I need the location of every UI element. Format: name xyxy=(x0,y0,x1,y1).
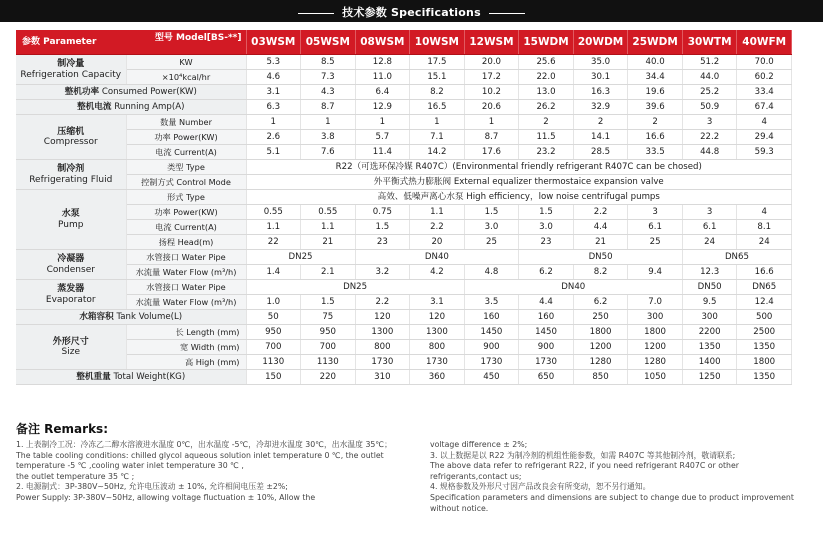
value-cell: 3 xyxy=(682,115,737,130)
value-cell: 22.0 xyxy=(519,70,574,85)
wide-value: R22（可选环保冷媒 R407C）(Environmental friendly refrigerant R407C can be chosed) xyxy=(246,160,792,175)
value-cell: 4.4 xyxy=(573,220,628,235)
value-cell: 650 xyxy=(519,370,574,385)
value-cell: 22.2 xyxy=(682,130,737,145)
pipe-size: DN25 xyxy=(246,250,355,265)
value-cell: 1 xyxy=(301,115,356,130)
header-parameter: 参数 Parameter xyxy=(22,37,97,47)
value-cell: 19.6 xyxy=(628,85,683,100)
value-cell: 120 xyxy=(410,310,465,325)
value-cell: 14.1 xyxy=(573,130,628,145)
value-cell: 3.1 xyxy=(410,295,465,310)
value-cell: 29.4 xyxy=(737,130,792,145)
condenser-group-cn: 冷凝器 xyxy=(57,254,85,264)
pump-group-cn: 水泵 xyxy=(61,209,80,219)
compressor-number-row xyxy=(16,115,792,130)
value-cell: 44.0 xyxy=(682,70,737,85)
value-cell: 3.2 xyxy=(355,265,410,280)
model-header: 05WSM xyxy=(301,30,356,55)
value-cell: 9.5 xyxy=(682,295,737,310)
evaporator-group-en: Evaporator xyxy=(45,294,96,305)
value-cell: 360 xyxy=(410,370,465,385)
value-cell: 17.5 xyxy=(410,55,465,70)
value-cell: 6.2 xyxy=(573,295,628,310)
power-row-label xyxy=(16,85,246,100)
value-cell: 8.7 xyxy=(464,130,519,145)
value-cell: 25.2 xyxy=(682,85,737,100)
model-header: 12WSM xyxy=(464,30,519,55)
value-cell: 2200 xyxy=(682,325,737,340)
value-cell: 3.0 xyxy=(519,220,574,235)
value-cell: 4.3 xyxy=(301,85,356,100)
row-label: 水管接口 Water Pipe xyxy=(126,280,246,295)
value-cell: 5.3 xyxy=(246,55,301,70)
refrigerant-type-row xyxy=(16,160,792,175)
compressor-group-cn: 压缩机 xyxy=(57,126,85,137)
value-cell: 120 xyxy=(355,310,410,325)
header-row xyxy=(16,30,792,55)
value-cell: 22 xyxy=(246,235,301,250)
value-cell: 32.9 xyxy=(573,100,628,115)
value-cell: 1.5 xyxy=(301,295,356,310)
value-cell: 4.8 xyxy=(464,265,519,280)
pump-current-row xyxy=(16,220,792,235)
pipe-size: DN65 xyxy=(682,250,791,265)
value-cell: 950 xyxy=(301,325,356,340)
model-header: 08WSM xyxy=(355,30,410,55)
value-cell: 39.6 xyxy=(628,100,683,115)
cooling-group-cn: 制冷量 xyxy=(57,59,85,69)
value-cell: 7.0 xyxy=(628,295,683,310)
value-cell: 17.2 xyxy=(464,70,519,85)
value-cell: 10.2 xyxy=(464,85,519,100)
value-cell: 900 xyxy=(519,340,574,355)
value-cell: 20.0 xyxy=(464,55,519,70)
value-cell: 1 xyxy=(355,115,410,130)
value-cell: 17.6 xyxy=(464,145,519,160)
remark-line: the outlet temperature 35 ℃ ; xyxy=(16,471,135,481)
pump-power-row xyxy=(16,205,792,220)
row-label: 水流量 Water Flow (m³/h) xyxy=(126,265,246,280)
current-row-label-en: Running Amp(A) xyxy=(114,102,185,112)
current-row-label xyxy=(16,100,246,115)
model-header: 25WDM xyxy=(628,30,683,55)
spec-table xyxy=(16,30,792,385)
value-cell: 1800 xyxy=(628,325,683,340)
value-cell: 40.0 xyxy=(628,55,683,70)
value-cell: 1200 xyxy=(628,340,683,355)
compressor-power-row xyxy=(16,130,792,145)
row-label: 水管接口 Water Pipe xyxy=(126,250,246,265)
condenser-pipe-row xyxy=(16,250,792,265)
value-cell: 6.3 xyxy=(246,100,301,115)
remark-line: 3. 以上数据是以 R22 为制冷剂的机组性能参数，如需 R407C 等其他制冷剂，敬请联系; xyxy=(430,450,736,460)
model-header: 10WSM xyxy=(410,30,465,55)
value-cell: 1 xyxy=(464,115,519,130)
tank-row xyxy=(16,310,792,325)
power-row xyxy=(16,85,792,100)
value-cell: 6.4 xyxy=(355,85,410,100)
value-cell: 3 xyxy=(682,205,737,220)
value-cell: 24 xyxy=(682,235,737,250)
value-cell: 9.4 xyxy=(628,265,683,280)
value-cell: 70.0 xyxy=(737,55,792,70)
remarks-title: 备注 Remarks: xyxy=(16,422,108,436)
pipe-size: DN50 xyxy=(519,250,683,265)
banner-rule-left xyxy=(298,13,334,14)
value-cell: 1280 xyxy=(573,355,628,370)
row-label: 功率 Power(KW) xyxy=(126,130,246,145)
value-cell: 1730 xyxy=(519,355,574,370)
value-cell: 1.5 xyxy=(519,205,574,220)
value-cell: 1.0 xyxy=(246,295,301,310)
remark-line: voltage difference ± 2%; xyxy=(430,440,528,449)
value-cell: 3.1 xyxy=(246,85,301,100)
refrigerant-group xyxy=(16,160,126,190)
value-cell: 5.1 xyxy=(246,145,301,160)
value-cell: 15.1 xyxy=(410,70,465,85)
value-cell: 12.4 xyxy=(737,295,792,310)
value-cell: 700 xyxy=(301,340,356,355)
value-cell: 220 xyxy=(301,370,356,385)
value-cell: 4 xyxy=(737,205,792,220)
value-cell: 3 xyxy=(628,205,683,220)
value-cell: 2 xyxy=(573,115,628,130)
row-label: 电流 Current(A) xyxy=(126,220,246,235)
top-banner xyxy=(0,0,823,22)
value-cell: 1400 xyxy=(682,355,737,370)
condenser-flow-row xyxy=(16,265,792,280)
pump-group xyxy=(16,190,126,250)
value-cell: 1300 xyxy=(355,325,410,340)
value-cell: 1.5 xyxy=(355,220,410,235)
banner-text: 技术参数 Specifications xyxy=(342,6,481,19)
value-cell: 450 xyxy=(464,370,519,385)
value-cell: 0.55 xyxy=(301,205,356,220)
remarks-left-column xyxy=(16,440,396,504)
value-cell: 14.2 xyxy=(410,145,465,160)
value-cell: 1730 xyxy=(410,355,465,370)
value-cell: 5.7 xyxy=(355,130,410,145)
value-cell: 28.5 xyxy=(573,145,628,160)
size-high-row xyxy=(16,355,792,370)
size-group xyxy=(16,325,126,370)
value-cell: 2.1 xyxy=(301,265,356,280)
banner-title xyxy=(0,4,823,20)
row-label: 电流 Current(A) xyxy=(126,145,246,160)
value-cell: 3.5 xyxy=(464,295,519,310)
header-corner xyxy=(16,30,246,55)
remark-line: 1. 上表制冷工况：冷冻乙二醇水溶液进水温度 0℃，出水温度 -5℃，冷却进水温度 30℃，出水温度 35℃； xyxy=(16,440,392,449)
value-cell: 950 xyxy=(246,325,301,340)
value-cell: 1.5 xyxy=(464,205,519,220)
refrigerant-group-cn: 制冷剂 xyxy=(57,164,85,174)
value-cell: 8.1 xyxy=(737,220,792,235)
row-label: 宽 Width (mm) xyxy=(126,340,246,355)
model-header: 30WTM xyxy=(682,30,737,55)
value-cell: 1050 xyxy=(628,370,683,385)
value-cell: 800 xyxy=(355,340,410,355)
value-cell: 800 xyxy=(410,340,465,355)
pipe-size: DN25 xyxy=(246,280,464,295)
evaporator-pipe-row xyxy=(16,280,792,295)
value-cell: 2500 xyxy=(737,325,792,340)
value-cell: 11.0 xyxy=(355,70,410,85)
value-cell: 44.8 xyxy=(682,145,737,160)
value-cell: 33.4 xyxy=(737,85,792,100)
pump-type-row xyxy=(16,190,792,205)
value-cell: 8.2 xyxy=(410,85,465,100)
value-cell: 13.0 xyxy=(519,85,574,100)
value-cell: 1730 xyxy=(355,355,410,370)
value-cell: 6.2 xyxy=(519,265,574,280)
weight-row-label-cn: 整机重量 xyxy=(76,372,111,382)
value-cell: 16.3 xyxy=(573,85,628,100)
value-cell: 12.3 xyxy=(682,265,737,280)
value-cell: 8.7 xyxy=(301,100,356,115)
value-cell: 4 xyxy=(737,115,792,130)
row-label: 长 Length (mm) xyxy=(126,325,246,340)
header-model: 型号 Model[BS-**] xyxy=(154,33,242,43)
compressor-current-row xyxy=(16,145,792,160)
value-cell: 2 xyxy=(628,115,683,130)
value-cell: 0.55 xyxy=(246,205,301,220)
row-label: ×10⁴kcal/hr xyxy=(126,70,246,85)
value-cell: 12.9 xyxy=(355,100,410,115)
remark-line: 4. 规格参数及外形尺寸因产品改良会有所变动，恕不另行通知。 xyxy=(430,482,651,492)
wide-value: 外平衡式热力膨胀阀 External equalizer thermostaice expansion valve xyxy=(246,175,792,190)
value-cell: 20 xyxy=(410,235,465,250)
value-cell: 23 xyxy=(355,235,410,250)
row-label: 数量 Number xyxy=(126,115,246,130)
value-cell: 2.6 xyxy=(246,130,301,145)
value-cell: 1.1 xyxy=(410,205,465,220)
value-cell: 50.9 xyxy=(682,100,737,115)
value-cell: 6.1 xyxy=(628,220,683,235)
pipe-size: DN50 xyxy=(682,280,737,295)
row-label: 扬程 Head(m) xyxy=(126,235,246,250)
value-cell: 7.3 xyxy=(301,70,356,85)
cooling-group xyxy=(16,55,126,85)
value-cell: 8.5 xyxy=(301,55,356,70)
value-cell: 21 xyxy=(573,235,628,250)
value-cell: 1280 xyxy=(628,355,683,370)
value-cell: 26.2 xyxy=(519,100,574,115)
refrigerant-control-row xyxy=(16,175,792,190)
value-cell: 1350 xyxy=(682,340,737,355)
banner-rule-right xyxy=(489,13,525,14)
remarks-right-column xyxy=(430,440,806,514)
value-cell: 500 xyxy=(737,310,792,325)
power-row-label-en: Consumed Power(KW) xyxy=(101,87,197,97)
condenser-group xyxy=(16,250,126,280)
value-cell: 16.6 xyxy=(737,265,792,280)
value-cell: 34.4 xyxy=(628,70,683,85)
cooling-kcal-row xyxy=(16,70,792,85)
weight-row xyxy=(16,370,792,385)
value-cell: 1450 xyxy=(464,325,519,340)
value-cell: 60.2 xyxy=(737,70,792,85)
remarks-section xyxy=(16,420,806,538)
compressor-group-en: Compressor xyxy=(43,137,98,147)
remark-line: Power Supply: 3P-380V~50Hz, allowing voltage fluctuation ± 10%, Allow the xyxy=(16,492,316,502)
tank-row-label xyxy=(16,310,246,325)
value-cell: 30.1 xyxy=(573,70,628,85)
row-label: 高 High (mm) xyxy=(126,355,246,370)
remark-line: The table cooling conditions: chilled glycol aqueous solution inlet temperature 0 ℃, the outlet temperature -5 ℃ ,cooling water inlet temperature 30 ℃ , xyxy=(16,450,384,471)
value-cell: 25.6 xyxy=(519,55,574,70)
value-cell: 1200 xyxy=(573,340,628,355)
size-width-row xyxy=(16,340,792,355)
value-cell: 1.1 xyxy=(301,220,356,235)
cooling-kw-row xyxy=(16,55,792,70)
value-cell: 250 xyxy=(573,310,628,325)
value-cell: 1.1 xyxy=(246,220,301,235)
value-cell: 51.2 xyxy=(682,55,737,70)
weight-row-label-en: Total Weight(KG) xyxy=(113,372,186,382)
value-cell: 21 xyxy=(301,235,356,250)
value-cell: 12.8 xyxy=(355,55,410,70)
pipe-size: DN65 xyxy=(737,280,792,295)
value-cell: 24 xyxy=(737,235,792,250)
refrigerant-group-en: Refrigerating Fluid xyxy=(29,174,113,185)
value-cell: 300 xyxy=(682,310,737,325)
value-cell: 1730 xyxy=(464,355,519,370)
value-cell: 2.2 xyxy=(573,205,628,220)
wide-value: 高效、低噪声离心水泵 High efficiency，low noise centrifugal pumps xyxy=(246,190,792,205)
value-cell: 1250 xyxy=(682,370,737,385)
value-cell: 67.4 xyxy=(737,100,792,115)
value-cell: 3.0 xyxy=(464,220,519,235)
current-row xyxy=(16,100,792,115)
value-cell: 59.3 xyxy=(737,145,792,160)
value-cell: 700 xyxy=(246,340,301,355)
evaporator-group xyxy=(16,280,126,310)
value-cell: 23.2 xyxy=(519,145,574,160)
value-cell: 300 xyxy=(628,310,683,325)
value-cell: 2.2 xyxy=(410,220,465,235)
value-cell: 1 xyxy=(246,115,301,130)
value-cell: 1350 xyxy=(737,340,792,355)
power-row-label-cn: 整机功率 xyxy=(64,87,100,97)
value-cell: 3.8 xyxy=(301,130,356,145)
value-cell: 160 xyxy=(464,310,519,325)
value-cell: 35.0 xyxy=(573,55,628,70)
value-cell: 850 xyxy=(573,370,628,385)
value-cell: 11.5 xyxy=(519,130,574,145)
remark-line: 2. 电源制式：3P-380V~50Hz, 允许电压波动 ± 10%, 允许相间电压差 ±2%; xyxy=(16,482,288,492)
value-cell: 6.1 xyxy=(682,220,737,235)
value-cell: 2 xyxy=(519,115,574,130)
value-cell: 16.6 xyxy=(628,130,683,145)
value-cell: 1800 xyxy=(573,325,628,340)
condenser-group-en: Condenser xyxy=(46,264,95,275)
size-group-cn: 外形尺寸 xyxy=(52,336,89,347)
current-row-label-cn: 整机电流 xyxy=(77,102,112,112)
row-label: 形式 Type xyxy=(126,190,246,205)
pump-group-en: Pump xyxy=(58,219,84,230)
model-header: 20WDM xyxy=(573,30,628,55)
row-label: 功率 Power(KW) xyxy=(126,205,246,220)
pipe-size: DN40 xyxy=(355,250,519,265)
row-label: KW xyxy=(126,55,246,70)
row-label: 控制方式 Control Mode xyxy=(126,175,246,190)
value-cell: 1130 xyxy=(246,355,301,370)
value-cell: 23 xyxy=(519,235,574,250)
remark-line: The above data refer to refrigerant R22, if you need refrigerant R407C or other refrigerants,contact us; xyxy=(430,461,739,481)
value-cell: 75 xyxy=(301,310,356,325)
value-cell: 1130 xyxy=(301,355,356,370)
row-label: 类型 Type xyxy=(126,160,246,175)
value-cell: 900 xyxy=(464,340,519,355)
value-cell: 4.4 xyxy=(519,295,574,310)
cooling-group-en: Refrigeration Capacity xyxy=(20,69,122,80)
value-cell: 1350 xyxy=(737,370,792,385)
value-cell: 16.5 xyxy=(410,100,465,115)
value-cell: 1 xyxy=(410,115,465,130)
tank-row-label-cn: 水箱容积 xyxy=(79,312,114,322)
value-cell: 4.6 xyxy=(246,70,301,85)
value-cell: 25 xyxy=(628,235,683,250)
value-cell: 0.75 xyxy=(355,205,410,220)
value-cell: 1450 xyxy=(519,325,574,340)
spec-body xyxy=(16,55,792,385)
value-cell: 20.6 xyxy=(464,100,519,115)
remark-line: Specification parameters and dimensions are subject to change due to product improvement without notice. xyxy=(430,492,794,513)
value-cell: 4.2 xyxy=(410,265,465,280)
pump-head-row xyxy=(16,235,792,250)
size-length-row xyxy=(16,325,792,340)
value-cell: 11.4 xyxy=(355,145,410,160)
model-header: 15WDM xyxy=(519,30,574,55)
value-cell: 2.2 xyxy=(355,295,410,310)
value-cell: 50 xyxy=(246,310,301,325)
value-cell: 33.5 xyxy=(628,145,683,160)
value-cell: 1300 xyxy=(410,325,465,340)
weight-row-label xyxy=(16,370,246,385)
value-cell: 7.6 xyxy=(301,145,356,160)
row-label: 水流量 Water Flow (m³/h) xyxy=(126,295,246,310)
evaporator-flow-row xyxy=(16,295,792,310)
value-cell: 7.1 xyxy=(410,130,465,145)
value-cell: 8.2 xyxy=(573,265,628,280)
value-cell: 1800 xyxy=(737,355,792,370)
value-cell: 25 xyxy=(464,235,519,250)
evaporator-group-cn: 蒸发器 xyxy=(57,284,85,294)
model-header: 40WFM xyxy=(737,30,792,55)
value-cell: 160 xyxy=(519,310,574,325)
value-cell: 310 xyxy=(355,370,410,385)
value-cell: 1.4 xyxy=(246,265,301,280)
pipe-size: DN40 xyxy=(464,280,682,295)
size-group-en: Size xyxy=(61,347,80,357)
value-cell: 150 xyxy=(246,370,301,385)
model-header: 03WSM xyxy=(246,30,301,55)
tank-row-label-en: Tank Volume(L) xyxy=(116,312,183,322)
compressor-group xyxy=(16,115,126,160)
